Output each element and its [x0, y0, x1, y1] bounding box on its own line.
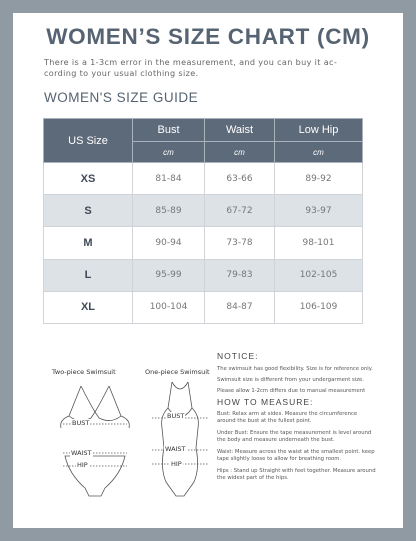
one-piece-label: One-piece Swimsuit [145, 368, 210, 376]
two-piece-hip-label: HIP [77, 461, 88, 469]
hip-cell: 89-92 [275, 163, 363, 195]
two-piece-waist-label: WAIST [71, 449, 92, 457]
notice-item: Please allow 1-2cm differs due to manual measurement [217, 388, 366, 394]
bust-unit: cm [133, 142, 205, 163]
table-row [44, 259, 363, 291]
waist-column-header: Waist [205, 119, 275, 142]
how-to-item: Waist: Measure across the waist at the smallest point. keep tape slightly loose to allow for breathing room. [217, 449, 375, 462]
how-to-measure-title: HOW TO MEASURE: [217, 397, 314, 407]
one-piece-hip-label: HIP [171, 460, 182, 468]
two-piece-bust-label: BUST [72, 419, 90, 427]
two-piece-label: Two-piece Swimsuit [52, 368, 116, 376]
size-cell: XS [44, 163, 133, 195]
page-title: WOMEN’S SIZE CHART (CM) [46, 24, 370, 49]
hip-cell: 102-105 [275, 259, 363, 291]
one-piece-waist-label: WAIST [165, 445, 186, 453]
size-cell: S [44, 195, 133, 227]
how-to-item: Hips : Stand up Straight with feet together. Measure around the widest part of the hips. [217, 468, 376, 481]
size-cell: XL [44, 291, 133, 323]
bust-cell: 81-84 [133, 163, 205, 195]
table-row [44, 291, 363, 323]
table-row [44, 163, 363, 195]
waist-cell: 84-87 [205, 291, 275, 323]
two-piece-swimsuit-icon [55, 378, 135, 503]
size-guide-title: WOMEN'S SIZE GUIDE [44, 90, 199, 105]
hip-unit: cm [275, 142, 363, 163]
waist-cell: 63-66 [205, 163, 275, 195]
size-cell: M [44, 227, 133, 259]
notice-item: Swimsuit size is different from your undergarment size. [217, 377, 364, 383]
waist-cell: 79-83 [205, 259, 275, 291]
how-to-item: Bust: Relax arm at sides. Measure the circumference around the bust at the fullest point. [217, 411, 358, 424]
hip-cell: 106-109 [275, 291, 363, 323]
hip-column-header: Low Hip [275, 119, 363, 142]
bust-cell: 100-104 [133, 291, 205, 323]
size-table [43, 118, 363, 324]
waist-cell: 67-72 [205, 195, 275, 227]
hip-cell: 93-97 [275, 195, 363, 227]
one-piece-bust-label: BUST [167, 412, 185, 420]
notice-title: NOTICE: [217, 351, 259, 361]
size-column-header: US Size [44, 119, 133, 163]
one-piece-swimsuit-icon [150, 378, 210, 503]
table-row [44, 195, 363, 227]
hip-cell: 98-101 [275, 227, 363, 259]
bust-cell: 90-94 [133, 227, 205, 259]
table-row [44, 227, 363, 259]
intro-text: There is a 1-3cm error in the measurement, and you can buy it ac-cording to your usual clothing size. [44, 57, 338, 78]
waist-unit: cm [205, 142, 275, 163]
bust-column-header: Bust [133, 119, 205, 142]
bust-cell: 85-89 [133, 195, 205, 227]
how-to-item: Under Bust: Ensure the tape measurement is level around the body and measure underneath the bust. [217, 430, 372, 443]
bust-cell: 95-99 [133, 259, 205, 291]
waist-cell: 73-78 [205, 227, 275, 259]
size-cell: L [44, 259, 133, 291]
notice-item: The swimsuit has good flexibility. Size is for reference only. [217, 366, 373, 372]
